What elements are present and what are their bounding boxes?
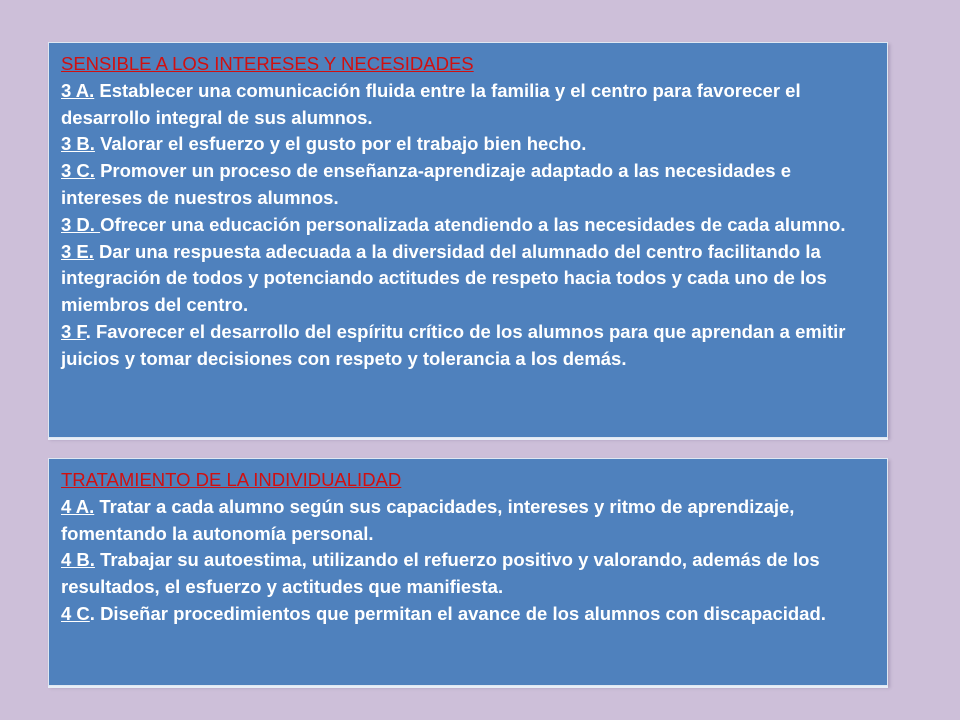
item-text: Trabajar su autoestima, utilizando el refuerzo positivo y valorando, además de los resultados, el esfuerzo y actitudes que manifiesta. xyxy=(61,549,820,598)
item-code: 3 B. xyxy=(61,133,95,155)
item-code: 3 E. xyxy=(61,240,94,262)
list-item xyxy=(61,494,877,548)
item-code: 4 C xyxy=(61,602,90,624)
list-item xyxy=(61,212,877,239)
list-item xyxy=(61,319,877,373)
item-code: 3 A. xyxy=(61,79,95,101)
item-text: Valorar el esfuerzo y el gusto por el trabajo bien hecho. xyxy=(94,133,587,155)
item-text: Tratar a cada alumno según sus capacidades, intereses y ritmo de aprendizaje, fomentando la autonomía personal. xyxy=(61,495,795,544)
item-text: Establecer una comunicación fluida entre la familia y el centro para favorecer el desarrollo integral de sus alumnos. xyxy=(61,79,801,128)
item-text: Ofrecer una educación personalizada atendiendo a las necesidades de cada alumno. xyxy=(100,213,846,235)
item-text: Promover un proceso de enseñanza-aprendizaje adaptado a las necesidades e intereses de nuestros alumnos. xyxy=(61,160,791,208)
item-text: . Diseñar procedimientos que permitan el avance de los alumnos con discapacidad. xyxy=(89,602,826,624)
section-intereses-necesidades xyxy=(48,42,888,438)
list-item xyxy=(61,78,877,132)
list-item xyxy=(61,131,877,158)
item-code: 3 C. xyxy=(61,160,95,182)
section-heading: SENSIBLE A LOS INTERESES Y NECESIDADES xyxy=(61,53,474,74)
item-code: 3 F xyxy=(61,320,86,342)
section-tratamiento-individualidad xyxy=(48,458,888,686)
list-item xyxy=(61,158,877,212)
item-code: 3 D. xyxy=(61,213,101,235)
item-text: . Favorecer el desarrollo del espíritu crítico de los alumnos para que aprendan a emitir juicios y tomar decisiones con respeto y tolerancia a los demás. xyxy=(61,320,846,369)
section-heading: TRATAMIENTO DE LA INDIVIDUALIDAD xyxy=(61,469,402,490)
item-code: 4 A. xyxy=(61,495,95,517)
item-text: Dar una respuesta adecuada a la diversidad del alumnado del centro facilitando la integración de todos y potenciando actitudes de respeto hacia todos y cada uno de los miembros del centro. xyxy=(61,240,827,316)
item-code: 4 B. xyxy=(61,549,95,571)
list-item xyxy=(61,601,877,628)
list-item xyxy=(61,547,877,601)
list-item xyxy=(61,239,877,319)
